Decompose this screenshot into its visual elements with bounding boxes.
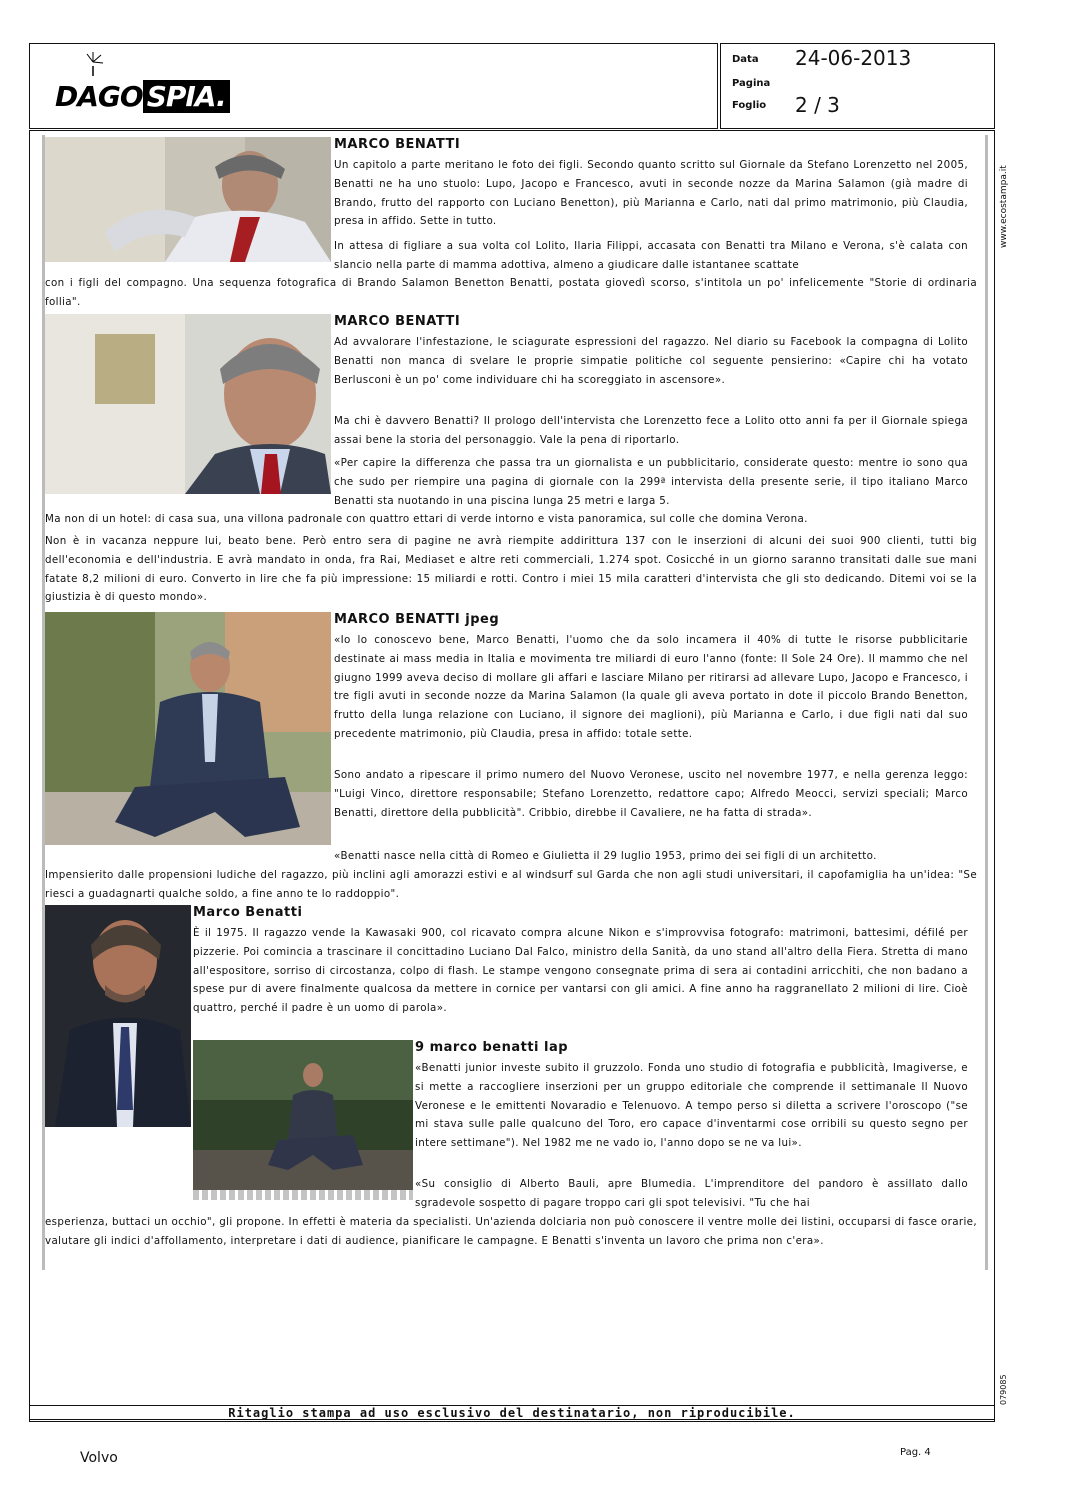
reproduction-notice: Ritaglio stampa ad uso esclusivo del destinatario, non riproducibile. — [29, 1405, 995, 1422]
photo-benatti-suit — [45, 905, 191, 1127]
photo-benatti-garden — [193, 1040, 413, 1190]
article-5-paragraph-2b: esperienza, buttaci un occhio", gli propone. In effetti è materia da specialisti. Un'azienda dolciaria non può conoscere il ventre molle dei listini, occuparsi di fasce orarie, valutare gli indici d'affollamento, interpretare i dati di audience, pianificare le campagne. E Benatti s'inventa un lavoro che prima non c'era». — [45, 1216, 977, 1247]
photo-benatti-portrait — [45, 314, 331, 494]
photo-caption-strip — [193, 1190, 413, 1200]
article-4-title: Marco Benatti — [193, 905, 303, 920]
photo-benatti-sitting-steps — [45, 612, 331, 845]
article-2-paragraph-3a: «Per capire la differenza che passa tra un giornalista e un pubblicitario, considerate questo: mentre io sono qua che sudo per riempire una pagina di giornale con la 299ª intervista della presente serie, il tipo italiano Marco Benatti sta nuotando in una piscina lunga 25 metri e larga 5. — [334, 457, 968, 507]
source-website: www.ecostampa.it — [999, 165, 1009, 248]
article-2-paragraph-2: Ma chi è davvero Benatti? Il prologo dell'intervista che Lorenzetto fece a Lolito otto anni fa per il Giornale spiega assai bene la storia del personaggio. Vale la pena di riportarlo. — [334, 415, 968, 446]
photo-benatti-seated — [45, 137, 331, 262]
article-3-paragraph-1: «Io lo conoscevo bene, Marco Benatti, l'uomo che da solo incamera il 40% di tutte le risorse pubblicitarie destinate ai mass media in Italia e movimenta tre miliardi di euro l'anno (fonte: Il Sole 24 Ore). Il mammo che nel giugno 1999 aveva deciso di mollare gli affari e lasciare Milano per ritirarsi ad allevare Lupo, Jacopo e Francesco, i tre figli avuti in seconde nozze da Marina Salamon (la quale gli aveva portato in dote il piccolo Brando Benetton, frutto della lunga relazione con Luciano, il signore dei maglioni), più Marianna e Carlo, i due figli nati dal suo precedente matrimonio, più Claudia, presa in affido: totale sette. — [334, 634, 968, 740]
document-code: 079085 — [999, 1374, 1008, 1405]
label-foglio: Foglio — [732, 100, 767, 111]
article-3-paragraph-3b: Impensierito dalle propensioni ludiche del ragazzo, più inclini agli amorazzi estivi e al windsurf sul Garda che non agli studi universitari, il capofamiglia ha un'idea: "Se riesci a guadagnarti qualche soldo, a fine anno te lo raddoppio". — [45, 869, 977, 900]
article-1-paragraph-2a: In attesa di figliare a sua volta col Lolito, Ilaria Filippi, accasata con Benatti tra Milano e Verona, s'è calata con slancio nella parte di mamma adottiva, almeno a giudicare dalle istantanee scattate — [334, 240, 968, 271]
date-value: 24-06-2013 — [795, 46, 912, 70]
foglio-value: 2 / 3 — [795, 93, 840, 117]
article-4-paragraph-1: È il 1975. Il ragazzo vende la Kawasaki 900, col ricavato compra alcune Nikon e s'improvvisa fotografo: matrimoni, battesimi, défilé per pizzerie. Poi comincia a trascinare il concittadino Luciano Dal Falco, ministro della Sanità, da uno stand all'altro della Fiera. Stretta di mano all'espositore, sorriso di circostanza, colpo di flash. Le stampe vengono consegnate prima di sera ai contadini arricchiti, che non badano a spese pur di avere finalmente qualcosa da mettere in cornice per vantarsi con gli amici. A fine anno ha raggranellato 2 milioni di lire. Cioè quattro, perché il padre è un uomo di parola». — [193, 927, 968, 1015]
logo-text-right: SPIA. — [143, 80, 230, 113]
article-3-paragraph-3a: «Benatti nasce nella città di Romeo e Giulietta il 29 luglio 1953, primo dei sei figli di un architetto. — [334, 850, 877, 862]
article-2-paragraph-4: Non è in vacanza neppure lui, beato bene. Però entro sera di pagine ne avrà riempite addirittura 137 con le inserzioni di alcuni dei suoi 900 clienti, tutti big dell'economia e dell'industria. E avrà mandato in onda, fra Rai, Mediaset e altre reti commerciali, 1.274 spot. Cosicché in un giorno saranno transitati dalle sue mani fatate 8,2 milioni di euro. Converto in lire che fa più impressione: 15 miliardi e rotti. Contro i miei 15 mila caratteri d'intervista che gli sto dedicando. Ditemi voi se la giustizia è di questo mondo». — [45, 535, 977, 604]
article-1-paragraph-1: Un capitolo a parte meritano le foto dei figli. Secondo quanto scritto sul Giornale da Stefano Lorenzetto nel 2005, Benatti ne ha uno stuolo: Lupo, Jacopo e Francesco, avuti in seconde nozze da Marina Salamon (già madre di Brando, frutto del rapporto con Luciano Benetton), più Marianna e Carlo, nati dal primo matrimonio, più Claudia, presa in affido. Sette in tutto. — [334, 159, 968, 228]
page-number: Pag. 4 — [900, 1447, 931, 1458]
article-2-paragraph-1: Ad avvalorare l'infestazione, le sciagurate espressioni del ragazzo. Nel diario su Facebook la compagna di Lolito Benatti non manca di svelare le proprie simpatie politiche col seguente pensierino: «Capire chi ha votato Berlusconi è un po' come individuare chi ha scoreggiato in ascensore». — [334, 336, 968, 386]
bomb-spark-icon — [83, 52, 113, 78]
label-pagina: Pagina — [732, 78, 771, 89]
dagospia-logo — [55, 80, 230, 113]
article-5-title: 9 marco benatti lap — [415, 1040, 569, 1055]
article-2-title: MARCO BENATTI — [334, 314, 461, 329]
article-1-title: MARCO BENATTI — [334, 137, 461, 152]
article-3-title: MARCO BENATTI jpeg — [334, 612, 500, 627]
article-2-paragraph-3b: Ma non di un hotel: di casa sua, una villona padronale con quattro ettari di verde intorno e vista panoramica, sul colle che domina Verona. — [45, 513, 808, 525]
client-name: Volvo — [80, 1450, 118, 1466]
article-5-paragraph-1: «Benatti junior investe subito il gruzzolo. Fonda uno studio di fotografia e pubblicità, Imagiverse, e si mette a raccogliere inserzioni per un gruppo editoriale che comprende il settimanale Il Nuovo Veronese e le emittenti Novaradio e Telenuovo. A tempo perso si diletta a scrivere l'oroscopo ("se mi stava sulle palle qualcuno del Toro, ero capace d'inventarmi cose orribili su questo segno per intere settimane"). Nel 1982 me ne vado io, l'anno dopo se ne va lui». — [415, 1062, 968, 1150]
label-data: Data — [732, 54, 759, 65]
article-5-paragraph-2a: «Su consiglio di Alberto Bauli, apre Blumedia. L'imprenditore del pandoro è assillato dallo sgradevole sospetto di pagare troppo cari gli spot televisivi. "Tu che hai — [415, 1178, 968, 1209]
logo-text-left: DAGO — [55, 80, 143, 113]
article-1-paragraph-2b: con i figli del compagno. Una sequenza fotografica di Brando Salamon Benetton Benatti, postata giovedì scorso, s'intitola un po' infelicemente "Storie di ordinaria follia". — [45, 277, 977, 308]
article-3-paragraph-2: Sono andato a ripescare il primo numero del Nuovo Veronese, uscito nel novembre 1977, e nella gerenza leggo: "Luigi Vinco, direttore responsabile; Stefano Lorenzetto, redattore capo; Alfredo Meocci, servizi speciali; Marco Benatti, direttore della pubblicità". Cribbio, direbbe il Cavaliere, ne ha fatta di strada». — [334, 769, 968, 819]
